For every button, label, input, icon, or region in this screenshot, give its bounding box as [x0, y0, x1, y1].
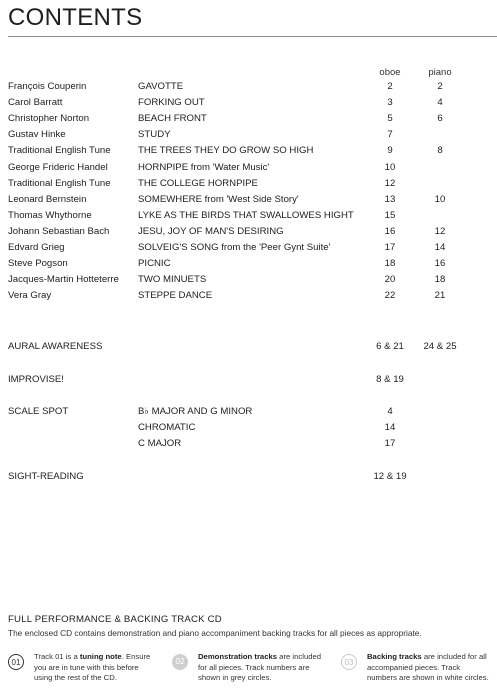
composer-name: François Couperin [8, 81, 87, 92]
composer-name: Thomas Whythorne [8, 209, 92, 221]
column-header-piano: piano [428, 67, 452, 78]
piece-title: STUDY [138, 129, 171, 141]
composer-name: Steve Pogson [8, 258, 68, 270]
composer-name: Jacques-Martin Hotteterre [8, 274, 119, 286]
piece-title: FORKING OUT [138, 97, 205, 109]
piece-title: PICNIC [138, 258, 171, 270]
section-subitem: B♭ MAJOR AND G MINOR [138, 406, 253, 417]
oboe-track-number: 13 [384, 193, 396, 205]
oboe-track-number: 17 [384, 242, 396, 253]
piano-track-number: 6 [437, 113, 443, 125]
cd-note-text: Backing tracks are included for all accompanied pieces. Track numbers are shown in white circles. [367, 652, 489, 682]
oboe-track-number: 14 [384, 422, 396, 433]
grey-circle-icon: 02 [172, 654, 188, 670]
composer-name: Edvard Grieg [8, 242, 65, 253]
composer-name: Traditional English Tune [8, 177, 111, 189]
contents-row [0, 273, 497, 287]
contents-row [0, 225, 497, 239]
piece-title: JESU, JOY OF MAN'S DESIRING [138, 225, 284, 237]
piano-track-number: 8 [437, 145, 443, 157]
piece-title: BEACH FRONT [138, 113, 207, 125]
piano-track-number: 21 [434, 290, 446, 302]
section-row [0, 421, 497, 435]
contents-row [0, 96, 497, 110]
oboe-track-number: 15 [384, 209, 396, 221]
oboe-track-number: 12 & 19 [373, 471, 407, 482]
contents-row [0, 241, 497, 255]
white-circle-icon: 03 [341, 654, 357, 670]
piano-track-number: 24 & 25 [423, 341, 457, 352]
section-row [0, 373, 497, 387]
section-label: IMPROVISE! [8, 374, 64, 385]
composer-name: Gustav Hinke [8, 129, 66, 141]
oboe-track-number: 12 [384, 177, 396, 189]
contents-row [0, 144, 497, 158]
piece-title: THE COLLEGE HORNPIPE [138, 177, 258, 189]
section-row [0, 437, 497, 451]
contents-row [0, 289, 497, 303]
oboe-track-number: 8 & 19 [376, 374, 404, 385]
oboe-track-number: 7 [387, 129, 393, 141]
cd-note-text: Demonstration tracks are included for all pieces. Track numbers are shown in grey circles. [198, 652, 322, 682]
contents-row [0, 128, 497, 142]
section-subitem: CHROMATIC [138, 422, 196, 433]
cd-note-text: Track 01 is a tuning note. Ensure you are in tune with this before using the rest of the CD. [34, 652, 151, 682]
contents-row [0, 177, 497, 191]
composer-name: Vera Gray [8, 290, 52, 302]
column-header-oboe: oboe [379, 67, 401, 78]
oboe-track-number: 20 [384, 274, 396, 286]
piece-title: SOMEWHERE from 'West Side Story' [138, 193, 299, 205]
contents-row [0, 257, 497, 271]
piano-track-number: 2 [437, 81, 443, 92]
section-row [0, 470, 497, 484]
title-rule [8, 36, 497, 37]
oboe-track-number: 6 & 21 [376, 341, 404, 352]
composer-name: Christopher Norton [8, 113, 90, 125]
piano-track-number: 12 [434, 225, 446, 237]
oboe-track-number: 9 [387, 145, 393, 157]
piece-title: STEPPE DANCE [138, 290, 213, 302]
oboe-track-number: 17 [384, 438, 396, 449]
oboe-track-number: 5 [387, 113, 393, 125]
piece-title: TWO MINUETS [138, 274, 207, 286]
composer-name: Johann Sebastian Bach [8, 225, 110, 237]
cd-heading: FULL PERFORMANCE & BACKING TRACK CD [8, 614, 222, 625]
section-subitem: C MAJOR [138, 438, 182, 449]
contents-row [0, 193, 497, 207]
section-label: SCALE SPOT [8, 406, 69, 417]
piano-track-number: 10 [434, 193, 446, 205]
track-circle-icon: 01 [8, 654, 24, 670]
oboe-track-number: 22 [384, 290, 396, 302]
composer-name: Traditional English Tune [8, 145, 111, 157]
oboe-track-number: 2 [387, 81, 393, 92]
contents-row [0, 80, 497, 94]
contents-row [0, 112, 497, 126]
section-label: AURAL AWARENESS [8, 341, 103, 352]
piano-track-number: 16 [434, 258, 446, 270]
section-label: SIGHT-READING [8, 471, 84, 482]
contents-row [0, 209, 497, 223]
section-row [0, 405, 497, 419]
page-title: CONTENTS [8, 4, 143, 31]
section-row [0, 340, 497, 354]
oboe-track-number: 10 [384, 161, 396, 173]
piano-track-number: 14 [434, 242, 446, 253]
contents-row [0, 161, 497, 175]
composer-name: Leonard Bernstein [8, 193, 87, 205]
oboe-track-number: 4 [387, 406, 393, 417]
piece-title: HORNPIPE from 'Water Music' [138, 161, 270, 173]
oboe-track-number: 3 [387, 97, 393, 109]
piece-title: GAVOTTE [138, 81, 184, 92]
composer-name: Carol Barratt [8, 97, 63, 109]
oboe-track-number: 18 [384, 258, 396, 270]
piece-title: LYKE AS THE BIRDS THAT SWALLOWES HIGHT [138, 209, 354, 221]
piano-track-number: 4 [437, 97, 443, 109]
cd-description: The enclosed CD contains demonstration and piano accompaniment backing tracks for all pieces as appropriate. [8, 628, 422, 638]
piece-title: SOLVEIG'S SONG from the 'Peer Gynt Suite' [138, 242, 331, 253]
piano-track-number: 18 [434, 274, 446, 286]
oboe-track-number: 16 [384, 225, 396, 237]
composer-name: George Frideric Handel [8, 161, 108, 173]
piece-title: THE TREES THEY DO GROW SO HIGH [138, 145, 314, 157]
